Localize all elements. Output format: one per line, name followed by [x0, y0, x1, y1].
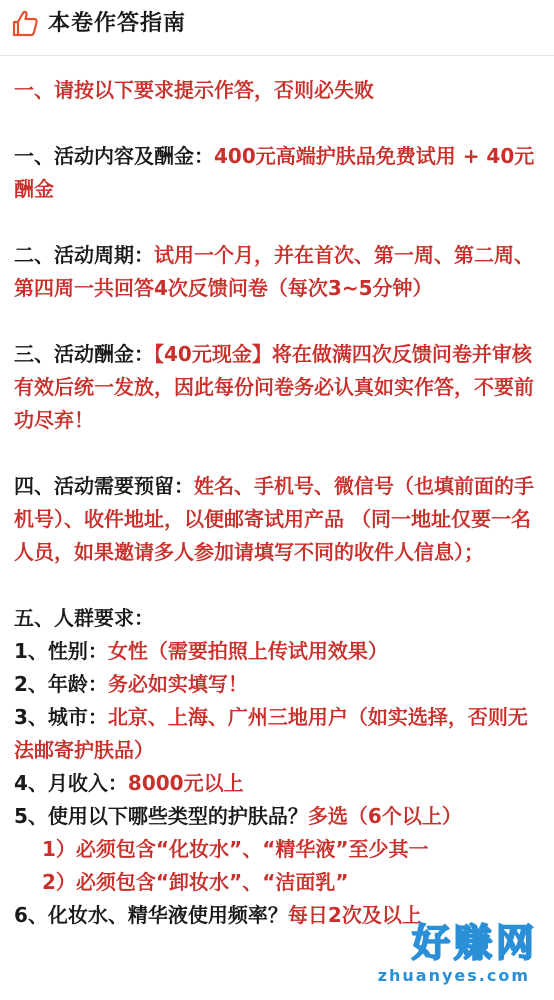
section-activity-content: [14, 140, 542, 206]
section3-label: 三、活动酬金：: [14, 342, 154, 366]
section2-label: 二、活动周期：: [14, 243, 154, 267]
q5-label: 5、使用以下哪些类型的护肤品？: [14, 804, 308, 828]
requirement-gender: [14, 635, 542, 668]
q6-text: 每日2次及以上: [287, 903, 422, 927]
section1-text: 400元高端护肤品免费试用 + 40元酬金: [14, 144, 535, 201]
section-required-info: [14, 470, 542, 569]
section1-label: 一、活动内容及酬金：: [14, 144, 214, 168]
requirement-usage-frequency: [14, 899, 542, 932]
section2-text: 试用一个月，并在首次、第一周、第二周、第四周一共回答4次反馈问卷（每次3~5分钟）: [14, 243, 534, 300]
section3-text: 【40元现金】将在做满四次反馈问卷并审核有效后统一发放，因此每份问卷务必认真如实作答，不要前功尽弃！: [14, 342, 534, 432]
q5-text: 多选（6个以上）: [307, 804, 462, 828]
q6-label: 6、化妆水、精华液使用频率？: [14, 903, 288, 927]
q1-label: 1、性别：: [14, 639, 108, 663]
section4-label: 四、活动需要预留：: [14, 474, 194, 498]
q3-label: 3、城市：: [14, 705, 108, 729]
q1-text: 女性（需要拍照上传试用效果）: [107, 639, 388, 663]
requirement-age: [14, 668, 542, 701]
q5-sub-item-1: 1）必须包含“化妆水”、“精华液”至少其一: [42, 837, 429, 861]
q4-label: 4、月收入：: [14, 771, 128, 795]
guide-content: [14, 74, 542, 932]
watermark-brand: 好赚网: [411, 921, 538, 965]
intro-text: 一、请按以下要求提示作答，否则必失败: [14, 78, 374, 102]
q2-label: 2、年龄：: [14, 672, 108, 696]
requirement-income: [14, 767, 542, 800]
header-bar: [0, 0, 554, 56]
requirement-skincare-types: [14, 800, 542, 833]
section5-label: 五、人群要求：: [14, 606, 154, 630]
q3-text: 北京、上海、广州三地用户（如实选择，否则无法邮寄护肤品）: [14, 705, 528, 762]
q5-sub-item-2: 2）必须包含“卸妆水”、“洁面乳”: [42, 870, 349, 894]
page-title: 本卷作答指南: [48, 11, 187, 36]
q4-text: 8000元以上: [127, 771, 244, 795]
section-activity-period: [14, 239, 542, 305]
section4-text: 姓名、手机号、微信号（也填前面的手机号）、收件地址，以便邮寄试用产品 （同一地址仅要一名人员，如果邀请多人参加请填写不同的收件人信息）；: [14, 474, 534, 564]
q2-text: 务必如实填写！: [107, 672, 248, 696]
section-activity-reward: [14, 338, 542, 437]
requirement-city: [14, 701, 542, 767]
watermark-domain: zhuanyes.com: [377, 966, 530, 985]
pointing-hand-icon: [10, 9, 40, 39]
